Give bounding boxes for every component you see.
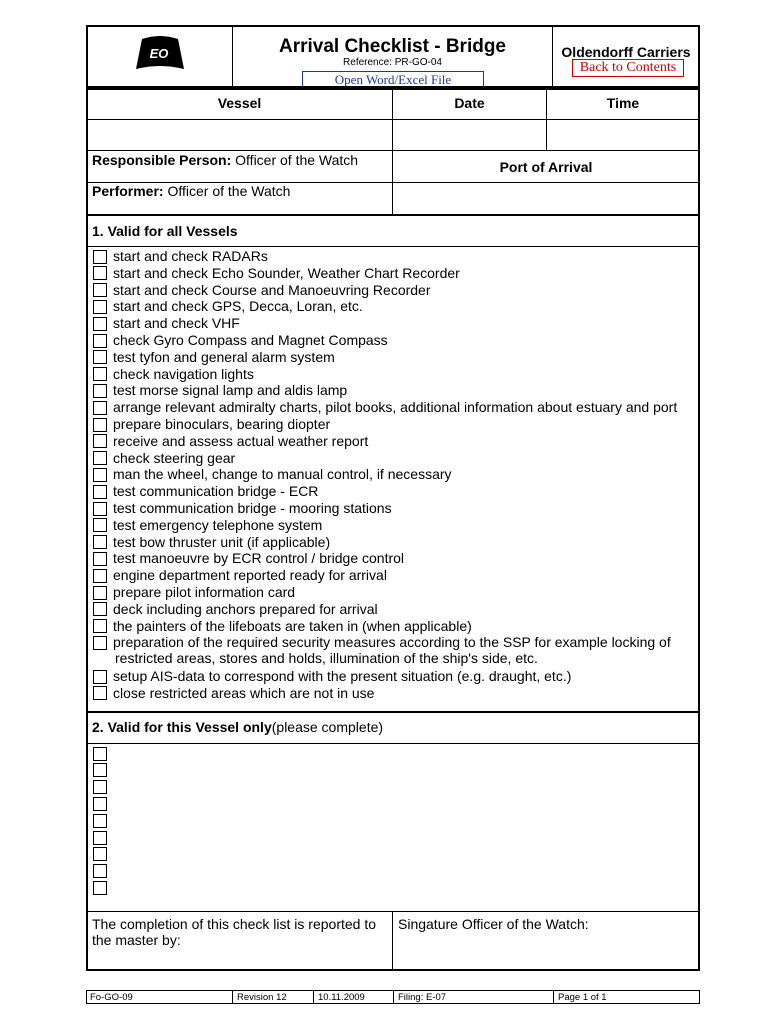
rule-section1-end bbox=[87, 711, 699, 713]
checklist-item-label: test communication bridge - mooring stations bbox=[113, 500, 392, 516]
eo-logo-icon bbox=[134, 33, 186, 75]
vessel-specific-item bbox=[93, 812, 107, 829]
svg-text:EO: EO bbox=[149, 46, 169, 61]
checklist-item-label: start and check GPS, Decca, Loran, etc. bbox=[113, 298, 363, 315]
checklist-item-label: check steering gear bbox=[113, 449, 236, 466]
footer-divider-2 bbox=[313, 991, 314, 1003]
checklist-item bbox=[93, 483, 318, 500]
checklist-item-label: arrange relevant admiralty charts, pilot books, additional information about estuary and port bbox=[113, 399, 678, 416]
checklist-item bbox=[93, 500, 392, 517]
checklist-item-label: test tyfon and general alarm system bbox=[113, 348, 335, 365]
vessel-specific-item bbox=[93, 863, 107, 880]
checklist-item-label: test communication bridge - ECR bbox=[113, 483, 319, 500]
vessel-specific-item bbox=[93, 745, 107, 762]
back-to-contents-link[interactable]: Back to Contents bbox=[572, 59, 684, 77]
checkbox[interactable] bbox=[93, 569, 107, 583]
date-field[interactable] bbox=[393, 120, 546, 150]
checkbox[interactable] bbox=[93, 283, 107, 297]
checklist-item bbox=[93, 618, 472, 635]
checkbox[interactable] bbox=[93, 300, 107, 314]
checkbox[interactable] bbox=[93, 864, 107, 878]
checkbox[interactable] bbox=[93, 602, 107, 616]
responsible-person-value: Officer of the Watch bbox=[231, 152, 359, 168]
footer-filing: Filing: E-07 bbox=[398, 992, 447, 1003]
vessel-field[interactable] bbox=[87, 120, 392, 150]
checklist-item bbox=[93, 433, 368, 450]
date-label: Date bbox=[454, 95, 485, 111]
footer-page: Page 1 of 1 bbox=[558, 992, 607, 1003]
checklist-item-label: deck including anchors prepared for arrival bbox=[113, 600, 378, 617]
checklist-item bbox=[93, 685, 374, 702]
checkbox[interactable] bbox=[93, 797, 107, 811]
checkbox[interactable] bbox=[93, 384, 107, 398]
checklist-item bbox=[93, 634, 671, 651]
checklist-item-label: close restricted areas which are not in use bbox=[113, 684, 375, 701]
rule-section2-title bbox=[87, 743, 699, 744]
checkbox[interactable] bbox=[93, 747, 107, 761]
checklist-item-label: receive and assess actual weather report bbox=[113, 432, 369, 449]
checklist-item bbox=[93, 265, 460, 282]
checklist-item-label: start and check VHF bbox=[113, 315, 240, 332]
performer-label: Performer: bbox=[92, 183, 164, 199]
completion-reported-line1: The completion of this check list is reported to bbox=[92, 916, 377, 932]
footer-revision: Revision 12 bbox=[237, 992, 287, 1003]
checkbox[interactable] bbox=[93, 266, 107, 280]
rule-performer bbox=[87, 214, 699, 216]
checkbox[interactable] bbox=[93, 485, 107, 499]
footer-date: 10.11.2009 bbox=[318, 992, 365, 1003]
rule-section1-title bbox=[87, 246, 699, 247]
checklist-item bbox=[93, 567, 387, 584]
vline-completion bbox=[392, 912, 393, 970]
checklist-item-label: check Gyro Compass and Magnet Compass bbox=[113, 332, 388, 348]
company-logo bbox=[134, 33, 186, 75]
vessel-label: Vessel bbox=[217, 95, 262, 111]
checklist-item bbox=[93, 466, 452, 483]
checkbox[interactable] bbox=[93, 468, 107, 482]
checklist-item-label: start and check Course and Manoeuvring Recorder bbox=[113, 281, 431, 298]
checklist-item-label: engine department reported ready for arrival bbox=[113, 567, 387, 584]
checkbox[interactable] bbox=[93, 847, 107, 861]
checklist-item bbox=[93, 282, 431, 299]
checklist-item-label: setup AIS-data to correspond with the present situation (e.g. draught, etc.) bbox=[113, 668, 572, 684]
checkbox[interactable] bbox=[93, 418, 107, 432]
responsible-person-row bbox=[92, 152, 358, 169]
checklist-item-label: test manoeuvre by ECR control / bridge control bbox=[113, 550, 405, 567]
checklist-item bbox=[93, 517, 322, 534]
time-label: Time bbox=[606, 95, 640, 111]
checklist-item bbox=[93, 366, 254, 383]
vessel-specific-item bbox=[93, 829, 107, 846]
checklist-item bbox=[93, 550, 404, 567]
section2-title-rest: (please complete) bbox=[271, 719, 384, 735]
checkbox[interactable] bbox=[93, 814, 107, 828]
checkbox[interactable] bbox=[93, 670, 107, 684]
checkbox[interactable] bbox=[93, 586, 107, 600]
checklist-item-label: check navigation lights bbox=[113, 365, 254, 382]
checklist-item bbox=[93, 248, 268, 265]
checkbox[interactable] bbox=[93, 250, 107, 264]
checklist-item bbox=[93, 584, 295, 601]
checkbox[interactable] bbox=[93, 502, 107, 516]
section1-continuation-text: restricted areas, stores and holds, illumination of the ship's side, etc. bbox=[115, 650, 538, 666]
vessel-specific-item bbox=[93, 879, 107, 896]
checklist-item bbox=[93, 534, 330, 551]
checkbox[interactable] bbox=[93, 636, 107, 650]
document-title: Arrival Checklist - Bridge bbox=[278, 36, 507, 57]
checklist-item-label: preparation of the required security measures according to the SSP for example locking of bbox=[113, 634, 671, 651]
checklist-item bbox=[93, 416, 330, 433]
time-field[interactable] bbox=[547, 120, 699, 150]
checkbox[interactable] bbox=[93, 619, 107, 633]
checklist-item-label: prepare pilot information card bbox=[113, 584, 296, 600]
checkbox[interactable] bbox=[93, 334, 107, 348]
footer-divider-3 bbox=[393, 991, 394, 1003]
checklist-item-label: test bow thruster unit (if applicable) bbox=[113, 533, 331, 550]
signature-label: Singature Officer of the Watch: bbox=[398, 916, 589, 932]
checklist-item-label: test emergency telephone system bbox=[113, 516, 323, 533]
checklist-item bbox=[93, 668, 571, 685]
checkbox[interactable] bbox=[93, 451, 107, 465]
checklist-item bbox=[93, 332, 388, 349]
vessel-specific-item bbox=[93, 846, 107, 863]
vessel-specific-item bbox=[93, 779, 107, 796]
responsible-person-label: Responsible Person: bbox=[92, 152, 232, 168]
checklist-item bbox=[93, 601, 378, 618]
checklist-item-label: start and check Echo Sounder, Weather Chart Recorder bbox=[113, 264, 460, 281]
completion-reported-line2: the master by: bbox=[92, 932, 181, 948]
checklist-item-label: man the wheel, change to manual control, if necessary bbox=[113, 466, 452, 483]
checkbox[interactable] bbox=[93, 780, 107, 794]
checklist-item bbox=[93, 298, 363, 315]
checkbox[interactable] bbox=[93, 552, 107, 566]
checkbox[interactable] bbox=[93, 518, 107, 532]
checkbox[interactable] bbox=[93, 535, 107, 549]
port-of-arrival-label: Port of Arrival bbox=[499, 158, 593, 175]
footer-divider-4 bbox=[553, 991, 554, 1003]
company-name: Oldendorff Carriers bbox=[561, 44, 691, 60]
checkbox[interactable] bbox=[93, 686, 107, 700]
checkbox[interactable] bbox=[93, 350, 107, 364]
completion-reported-text bbox=[92, 916, 376, 948]
open-file-link[interactable]: Open Word/Excel File bbox=[302, 71, 484, 88]
checklist-item-label: prepare binoculars, bearing diopter bbox=[113, 416, 331, 432]
section2-title-bold: 2. Valid for this Vessel only bbox=[92, 719, 272, 735]
checklist-item bbox=[93, 315, 240, 332]
section2-title bbox=[92, 719, 383, 736]
rule-section2-end bbox=[87, 911, 699, 912]
footer-divider-1 bbox=[232, 991, 233, 1003]
vessel-specific-item bbox=[93, 795, 107, 812]
section1-title: 1. Valid for all Vessels bbox=[92, 223, 238, 239]
performer-value: Officer of the Watch bbox=[163, 183, 291, 199]
checkbox[interactable] bbox=[93, 401, 107, 415]
checklist-item bbox=[93, 349, 335, 366]
checklist-item bbox=[93, 382, 347, 399]
checkbox[interactable] bbox=[93, 831, 107, 845]
checklist-item-label: the painters of the lifeboats are taken in (when applicable) bbox=[113, 617, 472, 634]
checkbox[interactable] bbox=[93, 881, 107, 895]
checkbox[interactable] bbox=[93, 317, 107, 331]
checklist-item bbox=[93, 399, 677, 416]
footer-form-number: Fo-GO-09 bbox=[90, 992, 133, 1003]
checkbox[interactable] bbox=[93, 367, 107, 381]
performer-row bbox=[92, 183, 290, 200]
checkbox[interactable] bbox=[93, 434, 107, 448]
document-reference: Reference: PR-GO-04 bbox=[343, 57, 442, 68]
checklist-item-label: test morse signal lamp and aldis lamp bbox=[113, 382, 348, 399]
vessel-specific-item bbox=[93, 762, 107, 779]
checkbox[interactable] bbox=[93, 763, 107, 777]
checklist-item bbox=[93, 450, 235, 467]
checklist-item-label: start and check RADARs bbox=[113, 248, 268, 264]
port-of-arrival-field[interactable] bbox=[393, 183, 699, 214]
